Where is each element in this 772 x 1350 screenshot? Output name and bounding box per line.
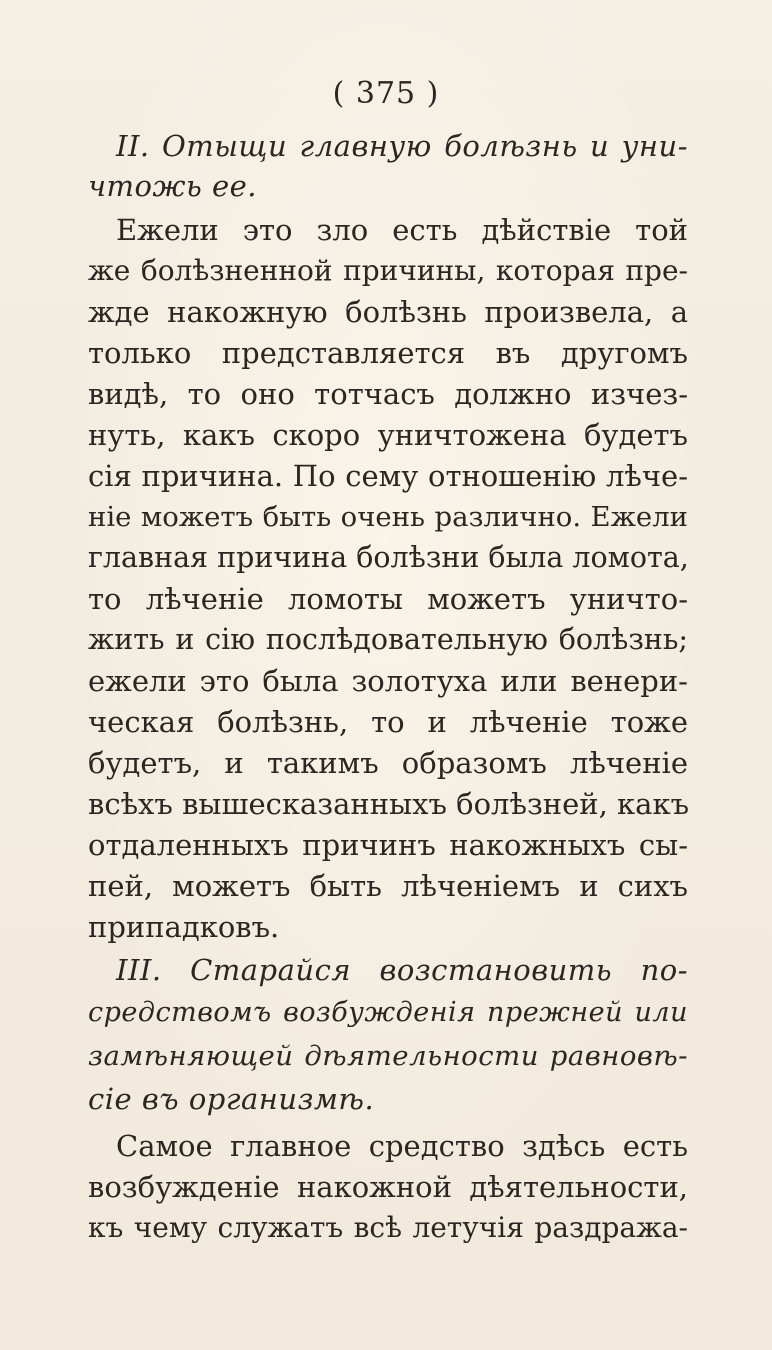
- section-2-paragraph-line-6: нуть, какъ скоро уничтожена будетъ: [88, 418, 688, 452]
- section-2-paragraph-line-8: ніе можетъ быть очень различно. Ежели: [88, 501, 688, 533]
- section-3-heading-line-1: III. Старайся возстановить по-: [116, 953, 688, 987]
- section-2-paragraph-line-17: пей, можетъ быть лѣченіемъ и сихъ: [88, 869, 688, 903]
- section-3-paragraph-line-2: возбужденіе накожной дѣятельности,: [88, 1170, 688, 1204]
- section-2-paragraph-line-2: же болѣзненной причины, которая пре-: [88, 254, 688, 287]
- section-2-heading-line-1: II. Отыщи главную болѣзнь и уни-: [116, 129, 688, 163]
- section-2-paragraph-line-9: главная причина болѣзни была ломота,: [88, 541, 689, 574]
- section-2-paragraph-line-7: сія причина. По сему отношенію лѣче-: [88, 459, 688, 493]
- section-2-paragraph-line-11: жить и сію послѣдовательную болѣзнь;: [88, 623, 688, 656]
- section-2-paragraph-line-10: то лѣченіе ломоты можетъ уничто-: [88, 582, 688, 616]
- section-2-paragraph-line-1: Ежели это зло есть дѣйствіе той: [116, 213, 688, 247]
- section-3-heading-line-2: средствомъ возбужденія прежней или: [88, 997, 688, 1028]
- page-number: ( 375 ): [332, 76, 440, 111]
- section-2-paragraph-line-15: всѣхъ вышесказанныхъ болѣзней, какъ: [88, 787, 690, 821]
- section-2-heading-line-2: чтожь ее.: [88, 169, 258, 203]
- section-2-paragraph-line-18: припадковъ.: [88, 910, 280, 944]
- section-3-paragraph-line-3: къ чему служатъ всѣ летучія раздража-: [88, 1211, 688, 1244]
- section-3-heading-line-4: сіе въ организмѣ.: [88, 1082, 375, 1116]
- section-2-paragraph-line-3: жде накожную болѣзнь произвела, а: [88, 295, 688, 329]
- section-2-paragraph-line-12: ежели это была золотуха или венери-: [88, 664, 688, 698]
- section-2-paragraph-line-16: отдаленныхъ причинъ накожныхъ сы-: [88, 828, 688, 862]
- section-3-heading-line-3: замѣняющей дѣятельности равновѣ-: [88, 1040, 688, 1072]
- section-2-paragraph-line-13: ческая болѣзнь, то и лѣченіе тоже: [88, 705, 688, 739]
- section-2-paragraph-line-5: видѣ, то оно тотчасъ должно изчез-: [88, 377, 688, 411]
- section-2-paragraph-line-4: только представляется въ другомъ: [88, 336, 688, 370]
- section-2-paragraph-line-14: будетъ, и такимъ образомъ лѣченіе: [88, 746, 688, 780]
- section-3-paragraph-line-1: Самое главное средство здѣсь есть: [116, 1129, 688, 1163]
